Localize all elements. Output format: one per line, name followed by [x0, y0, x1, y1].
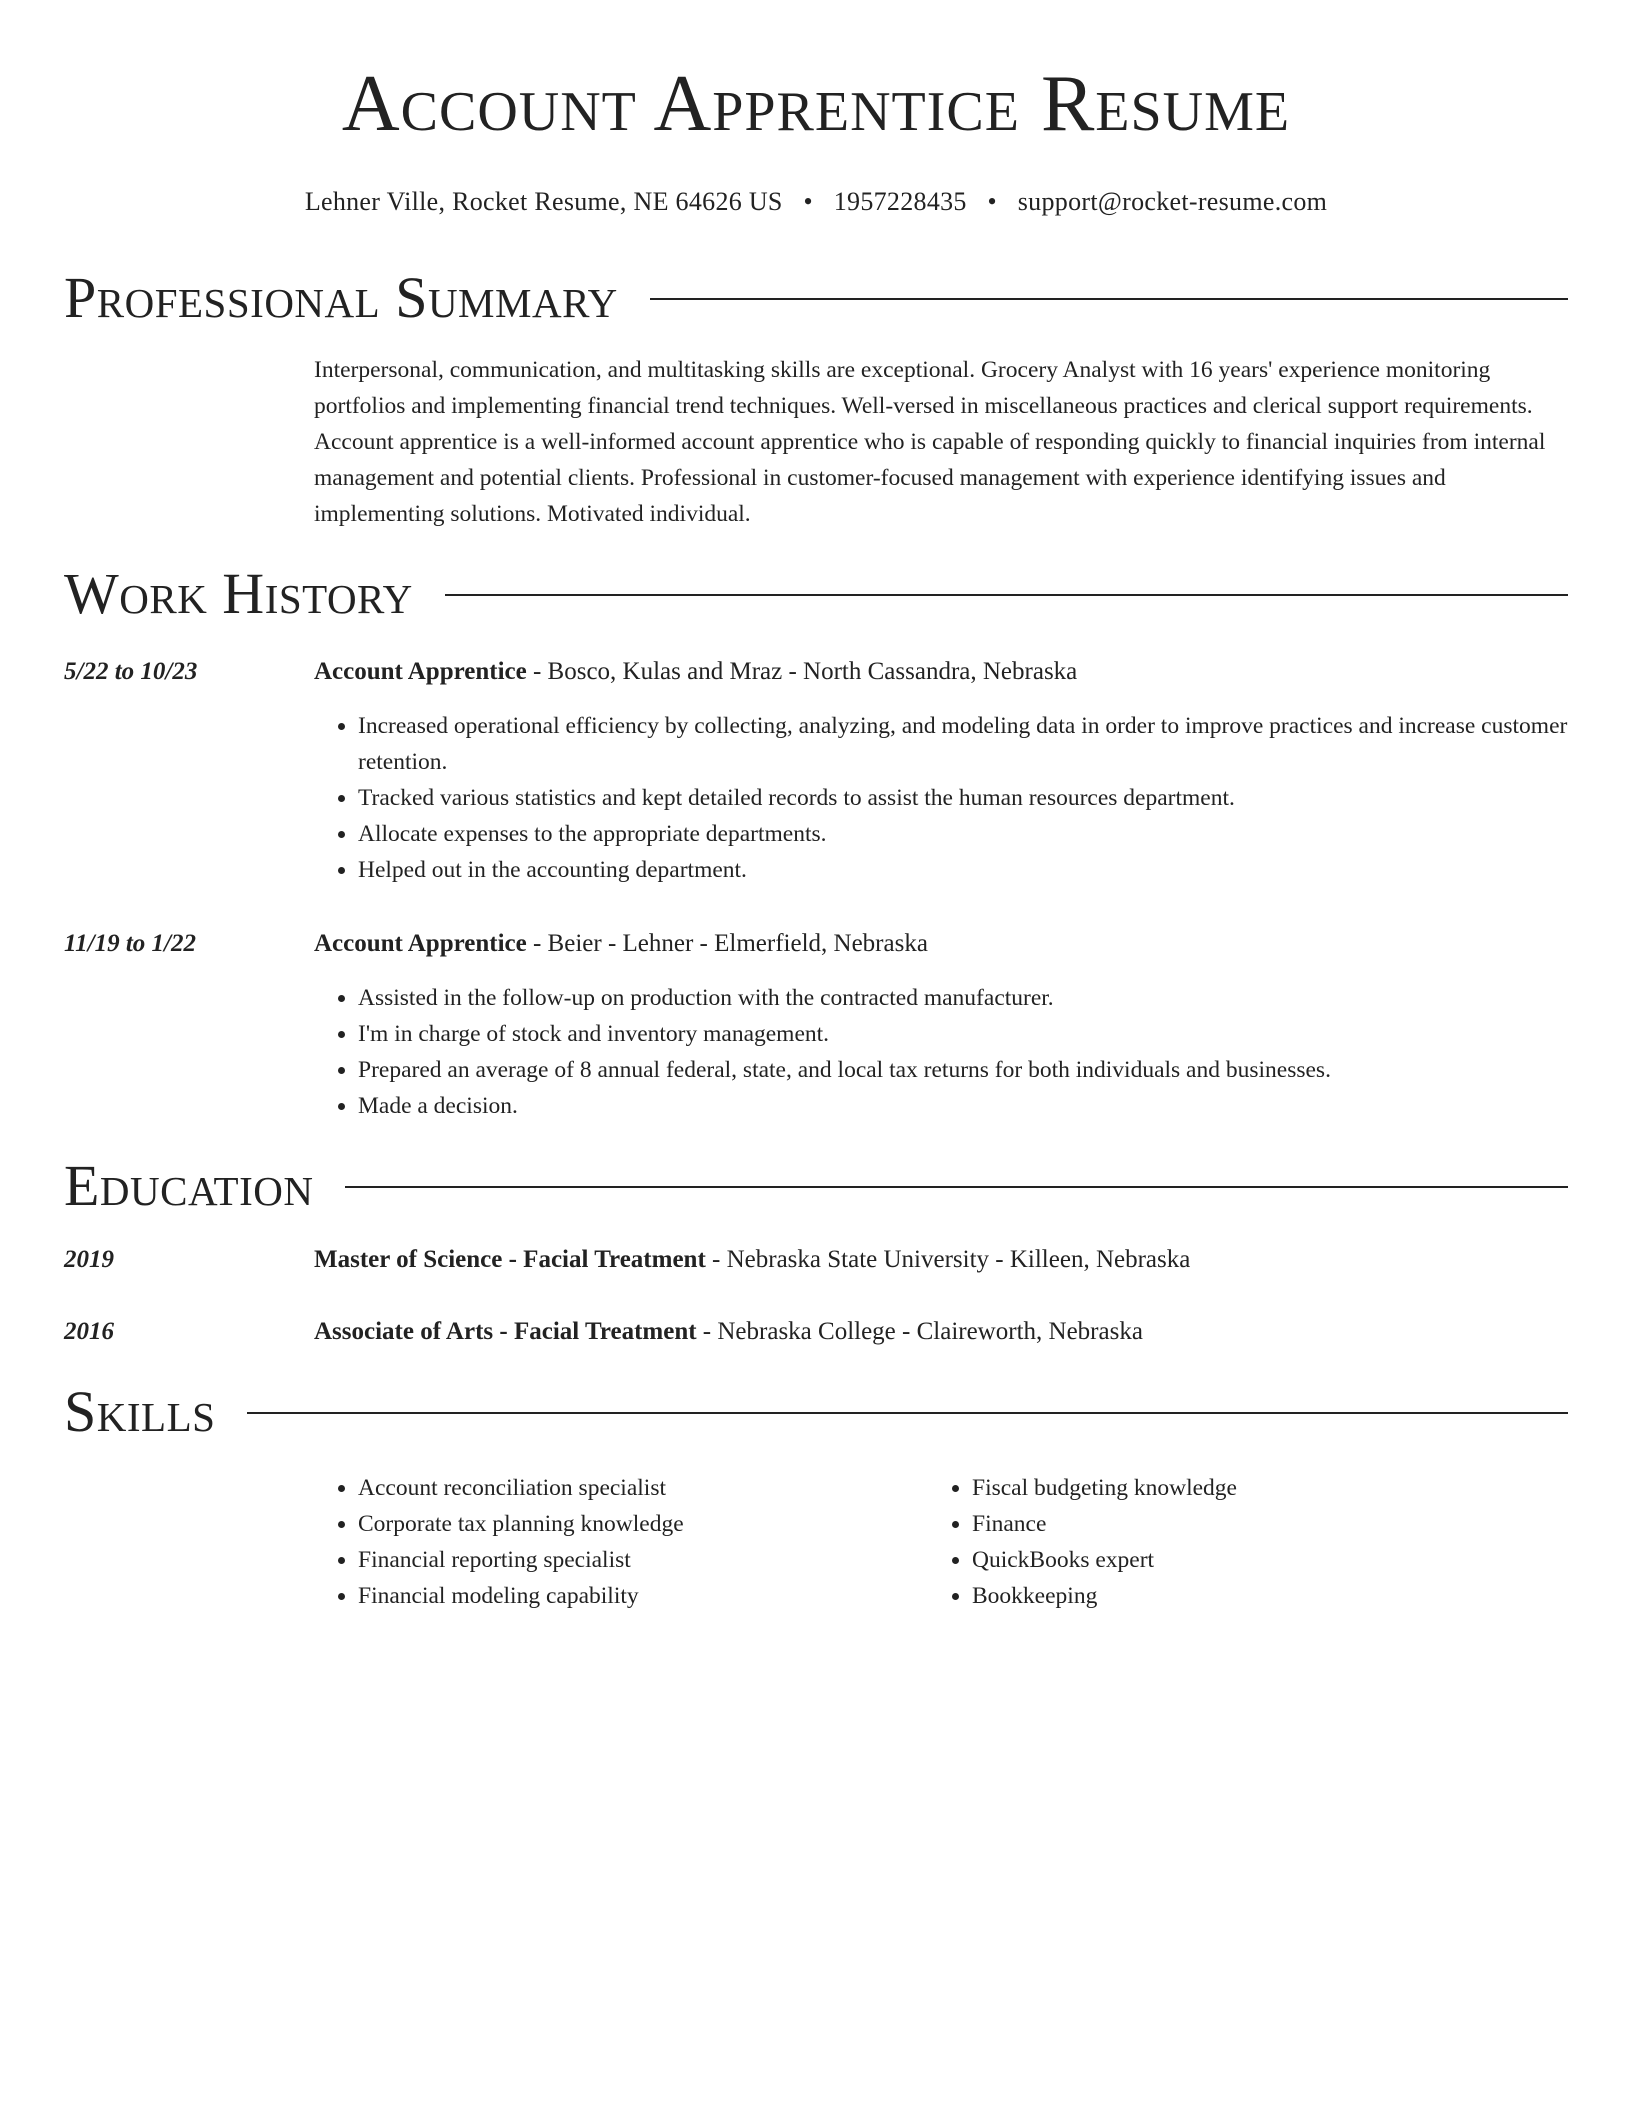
job-details: - Bosco, Kulas and Mraz - North Cassandra, Nebraska [526, 658, 1078, 685]
contact-phone: 1957228435 [833, 187, 967, 216]
education-details: - Nebraska State University - Killeen, Nebraska [705, 1246, 1191, 1273]
summary-text: Interpersonal, communication, and multitasking skills are exceptional. Grocery Analyst with 16 years' experience monitoring portfolios and implementing financial trend techniques. Well-versed in miscellaneous practices and clerical support requirements. Account apprentice is a well-informed account apprentice who is capable of responding quickly to financial inquiries from internal management and potential clients. Professional in customer-focused management with experience identifying issues and implementing solutions. Motivated individual. [314, 357, 1546, 527]
education-section-header [64, 1154, 1568, 1218]
skill-item: • Account reconciliation specialist [358, 1470, 928, 1506]
contact-line [64, 186, 1568, 218]
section-divider [650, 298, 1568, 300]
skill-item: • Financial modeling capability [358, 1578, 928, 1614]
skill-item: • Corporate tax planning knowledge [358, 1506, 928, 1542]
job-details: - Beier - Lehner - Elmerfield, Nebraska [526, 930, 928, 957]
skill-item: • Fiscal budgeting knowledge [972, 1470, 1237, 1506]
section-divider [445, 594, 1568, 596]
education-entry [64, 1242, 1568, 1278]
contact-separator: • [803, 187, 813, 216]
job-bullet: • I'm in charge of stock and inventory management. [358, 1016, 1568, 1052]
job-dates: 11/19 to 1/22 [64, 930, 196, 957]
job-bullet: • Made a decision. [358, 1088, 1568, 1124]
job-bullet: • Increased operational efficiency by collecting, analyzing, and modeling data in order to improve practices and increase customer retention. [358, 708, 1568, 780]
job-bullet: • Tracked various statistics and kept detailed records to assist the human resources department. [358, 780, 1568, 816]
job-header [314, 926, 1568, 962]
summary-heading: Professional Summary [64, 265, 618, 330]
skill-item: • Financial reporting specialist [358, 1542, 928, 1578]
job-bullet: • Prepared an average of 8 annual federal, state, and local tax returns for both individuals and businesses. [358, 1052, 1568, 1088]
contact-address: Lehner Ville, Rocket Resume, NE 64626 US [304, 187, 783, 216]
resume-title: Account Apprentice Resume [341, 60, 1291, 148]
education-entry [64, 1314, 1568, 1350]
work-section-header [64, 562, 1568, 626]
education-header [314, 1242, 1568, 1278]
contact-email: support@rocket-resume.com [1017, 187, 1328, 216]
job-header [314, 654, 1568, 690]
education-header [314, 1314, 1568, 1350]
education-details: - Nebraska College - Claireworth, Nebraska [696, 1318, 1143, 1345]
work-heading: Work History [64, 561, 413, 626]
section-divider [247, 1412, 1568, 1414]
job-title: Account Apprentice [314, 930, 527, 957]
education-degree: Master of Science - Facial Treatment [314, 1246, 706, 1273]
skills-section-header [64, 1380, 1568, 1444]
skills-column-right [928, 1470, 1237, 1614]
job-bullets [314, 980, 1568, 1124]
job-title: Account Apprentice [314, 658, 527, 685]
job-dates: 5/22 to 10/23 [64, 658, 198, 685]
job-bullets [314, 708, 1568, 888]
skills-column-left [314, 1470, 928, 1614]
skill-item: • QuickBooks expert [972, 1542, 1237, 1578]
education-year: 2019 [64, 1246, 114, 1273]
education-degree: Associate of Arts - Facial Treatment [314, 1318, 697, 1345]
skills-heading: Skills [64, 1379, 216, 1444]
skill-item: • Finance [972, 1506, 1237, 1542]
job-bullet: • Allocate expenses to the appropriate departments. [358, 816, 1568, 852]
education-heading: Education [64, 1153, 314, 1218]
skills-list [314, 1470, 1568, 1614]
education-year: 2016 [64, 1318, 114, 1345]
job-entry [64, 654, 1568, 888]
skill-item: • Bookkeeping [972, 1578, 1237, 1614]
job-entry [64, 926, 1568, 1124]
section-divider [345, 1186, 1568, 1188]
contact-separator: • [987, 187, 997, 216]
summary-section-header [64, 266, 1568, 330]
job-bullet: • Assisted in the follow-up on production with the contracted manufacturer. [358, 980, 1568, 1016]
job-bullet: • Helped out in the accounting department. [358, 852, 1568, 888]
